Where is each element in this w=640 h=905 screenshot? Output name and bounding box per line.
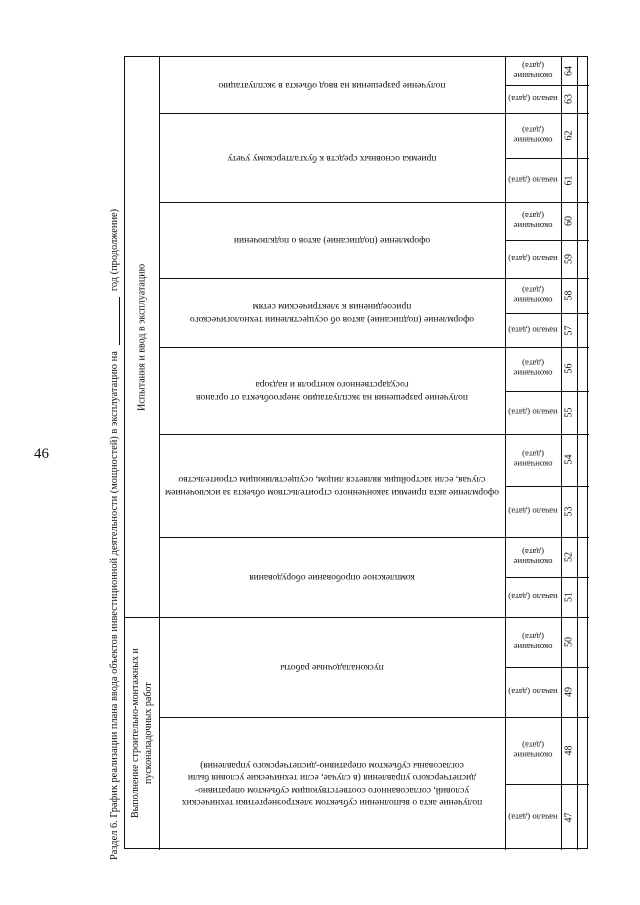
caption-suffix: год (продолжение) bbox=[108, 208, 120, 292]
table-col-line bbox=[577, 57, 578, 850]
row-start-label: начало (дата) bbox=[508, 174, 558, 185]
row-start-number: 49 bbox=[563, 687, 575, 697]
page-number: 46 bbox=[34, 446, 49, 462]
row-start-label: начало (дата) bbox=[508, 94, 558, 104]
row-description: оформление (подписание) актов об осуществлении технологического присоединения к электрическим сетям bbox=[189, 301, 475, 325]
table-col-line bbox=[159, 57, 160, 850]
row-start-label: начало (дата) bbox=[508, 254, 558, 264]
row-end-label: окончание (дата) bbox=[513, 449, 553, 470]
row-end-label: окончание (дата) bbox=[513, 547, 553, 567]
row-end-number: 56 bbox=[563, 363, 575, 374]
row-start-label: начало (дата) bbox=[508, 324, 558, 335]
row-end-label: окончание (дата) bbox=[513, 632, 553, 652]
year-blank bbox=[109, 297, 120, 345]
row-end-number: 60 bbox=[563, 216, 575, 226]
group-label: Выполнение строительно-монтажных и пусконаладочных работ bbox=[130, 648, 154, 819]
row-start-number: 57 bbox=[563, 324, 575, 335]
row-description: получение акта о выполнении субъектом электроэнергетики технических условий, согласованного соответствующим субъектом оперативно-диспетчерского управления (в случае, если технические условия были согласованы субъектом оперативно-диспетчерского управления) bbox=[181, 760, 483, 809]
row-end-label: окончание (дата) bbox=[513, 285, 553, 306]
row-start-number: 59 bbox=[563, 254, 575, 264]
row-end-number: 62 bbox=[563, 130, 575, 141]
row-description: получение разрешения на ввод объекта в эксплуатацию bbox=[218, 80, 446, 92]
table-caption bbox=[104, 100, 124, 860]
row-end-label: окончание (дата) bbox=[513, 125, 553, 146]
row-description: приемка основных средств к бухгалтерскому учету bbox=[227, 152, 437, 164]
schedule-table bbox=[124, 56, 588, 849]
row-end-label: окончание (дата) bbox=[513, 358, 553, 379]
row-start-label: начало (дата) bbox=[508, 506, 558, 517]
group-label: Испытания и ввод в эксплуатацию bbox=[136, 263, 148, 411]
row-start-label: начало (дата) bbox=[508, 592, 558, 602]
row-start-number: 47 bbox=[563, 811, 575, 822]
row-end-label: окончание (дата) bbox=[513, 740, 553, 761]
caption-text: Раздел 6. График реализации плана ввода объектов инвестиционной деятельности (мощностей) в эксплуатацию на bbox=[108, 351, 120, 860]
row-start-number: 61 bbox=[563, 174, 575, 185]
row-description: оформление (подписание) актов о подключении bbox=[233, 235, 431, 247]
row-description: пусконаладочные работы bbox=[280, 662, 384, 674]
row-start-number: 53 bbox=[563, 506, 575, 517]
row-start-label: начало (дата) bbox=[508, 407, 558, 418]
row-end-number: 48 bbox=[563, 745, 575, 756]
row-end-number: 58 bbox=[563, 290, 575, 301]
row-description: комплексное опробование оборудования bbox=[249, 572, 415, 584]
row-start-label: начало (дата) bbox=[508, 687, 558, 697]
row-end-number: 64 bbox=[563, 66, 575, 76]
row-end-number: 52 bbox=[563, 552, 575, 562]
row-start-number: 63 bbox=[563, 94, 575, 104]
row-end-number: 50 bbox=[563, 637, 575, 647]
row-end-label: окончание (дата) bbox=[513, 61, 553, 81]
row-start-label: начало (дата) bbox=[508, 811, 558, 822]
row-end-label: окончание (дата) bbox=[513, 211, 553, 231]
row-start-number: 55 bbox=[563, 407, 575, 418]
row-description: оформление акта приемки законченного строительством объекта за исключением случая, если застройщик является лицом, осуществляющим строительство bbox=[165, 474, 499, 498]
row-end-number: 54 bbox=[563, 454, 575, 465]
row-description: получение разрешения на эксплуатацию энергообъекта от органов государственного контроля и надзора bbox=[195, 379, 469, 403]
row-start-number: 51 bbox=[563, 592, 575, 602]
